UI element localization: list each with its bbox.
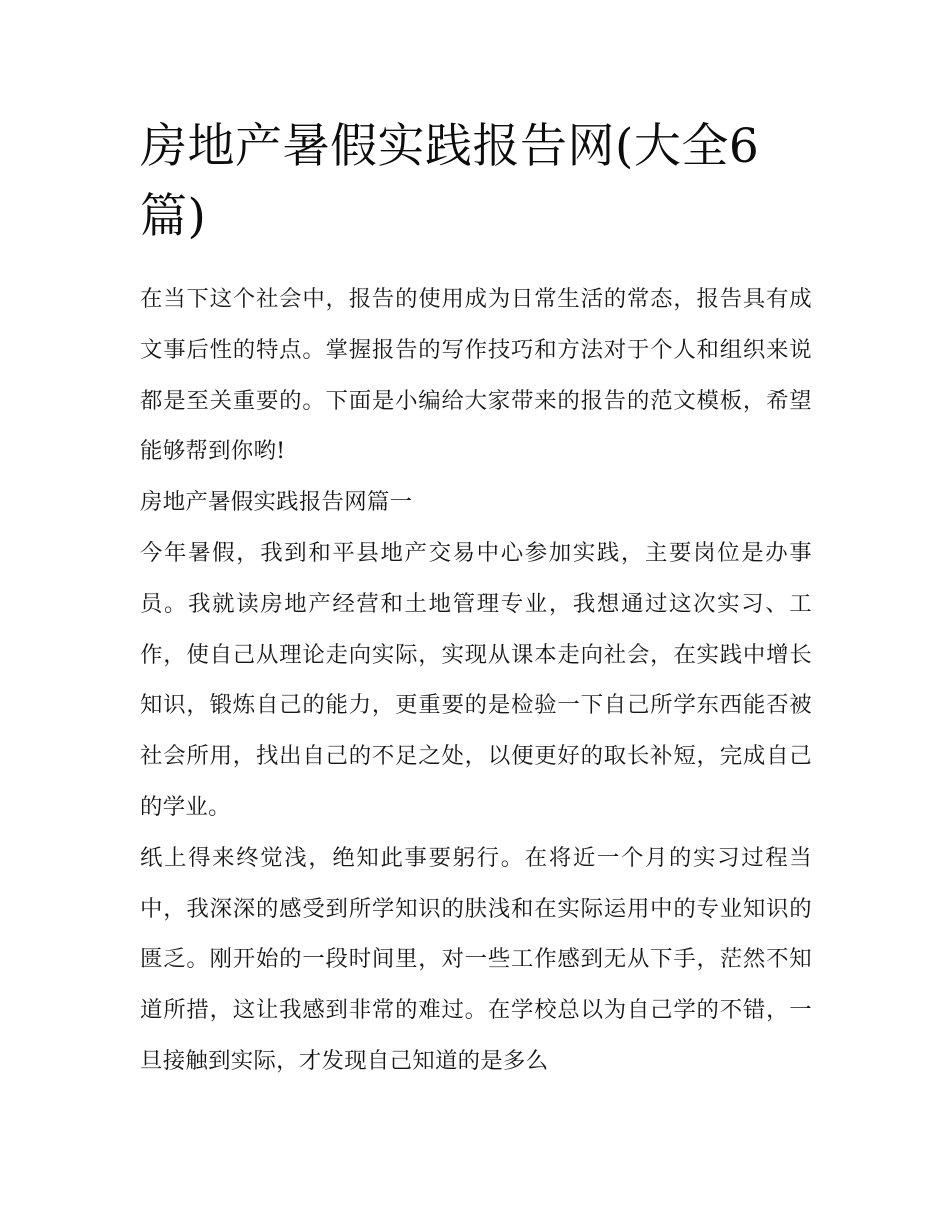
document-body xyxy=(140,112,812,1087)
section-heading: 房地产暑假实践报告网篇一 xyxy=(140,489,413,516)
document-title: 房地产暑假实践报告网(大全6篇) xyxy=(140,119,760,244)
body-paragraph: 纸上得来终觉浅，绝知此事要躬行。在将近一个月的实习过程当中，我深深的感受到所学知识的肤浅和在实际运用中的专业知识的匮乏。刚开始的一段时间里，对一些工作感到无从下手，茫然不知道所措，这让我感到非常的难过。在学校总以为自己学的不错，一旦接触到实际，才发现自己知道的是多么 xyxy=(140,844,812,1074)
intro-paragraph: 在当下这个社会中，报告的使用成为日常生活的常态，报告具有成文事后性的特点。掌握报告的写作技巧和方法对于个人和组织来说都是至关重要的。下面是小编给大家带来的报告的范文模板，希望能够帮到你哟! xyxy=(140,286,812,465)
body-paragraph: 今年暑假，我到和平县地产交易中心参加实践，主要岗位是办事员。我就读房地产经营和土地管理专业，我想通过这次实习、工作，使自己从理论走向实际，实现从课本走向社会，在实践中增长知识，锻炼自己的能力，更重要的是检验一下自己所学东西能否被社会所用，找出自己的不足之处，以便更好的取长补短，完成自己的学业。 xyxy=(140,539,812,820)
